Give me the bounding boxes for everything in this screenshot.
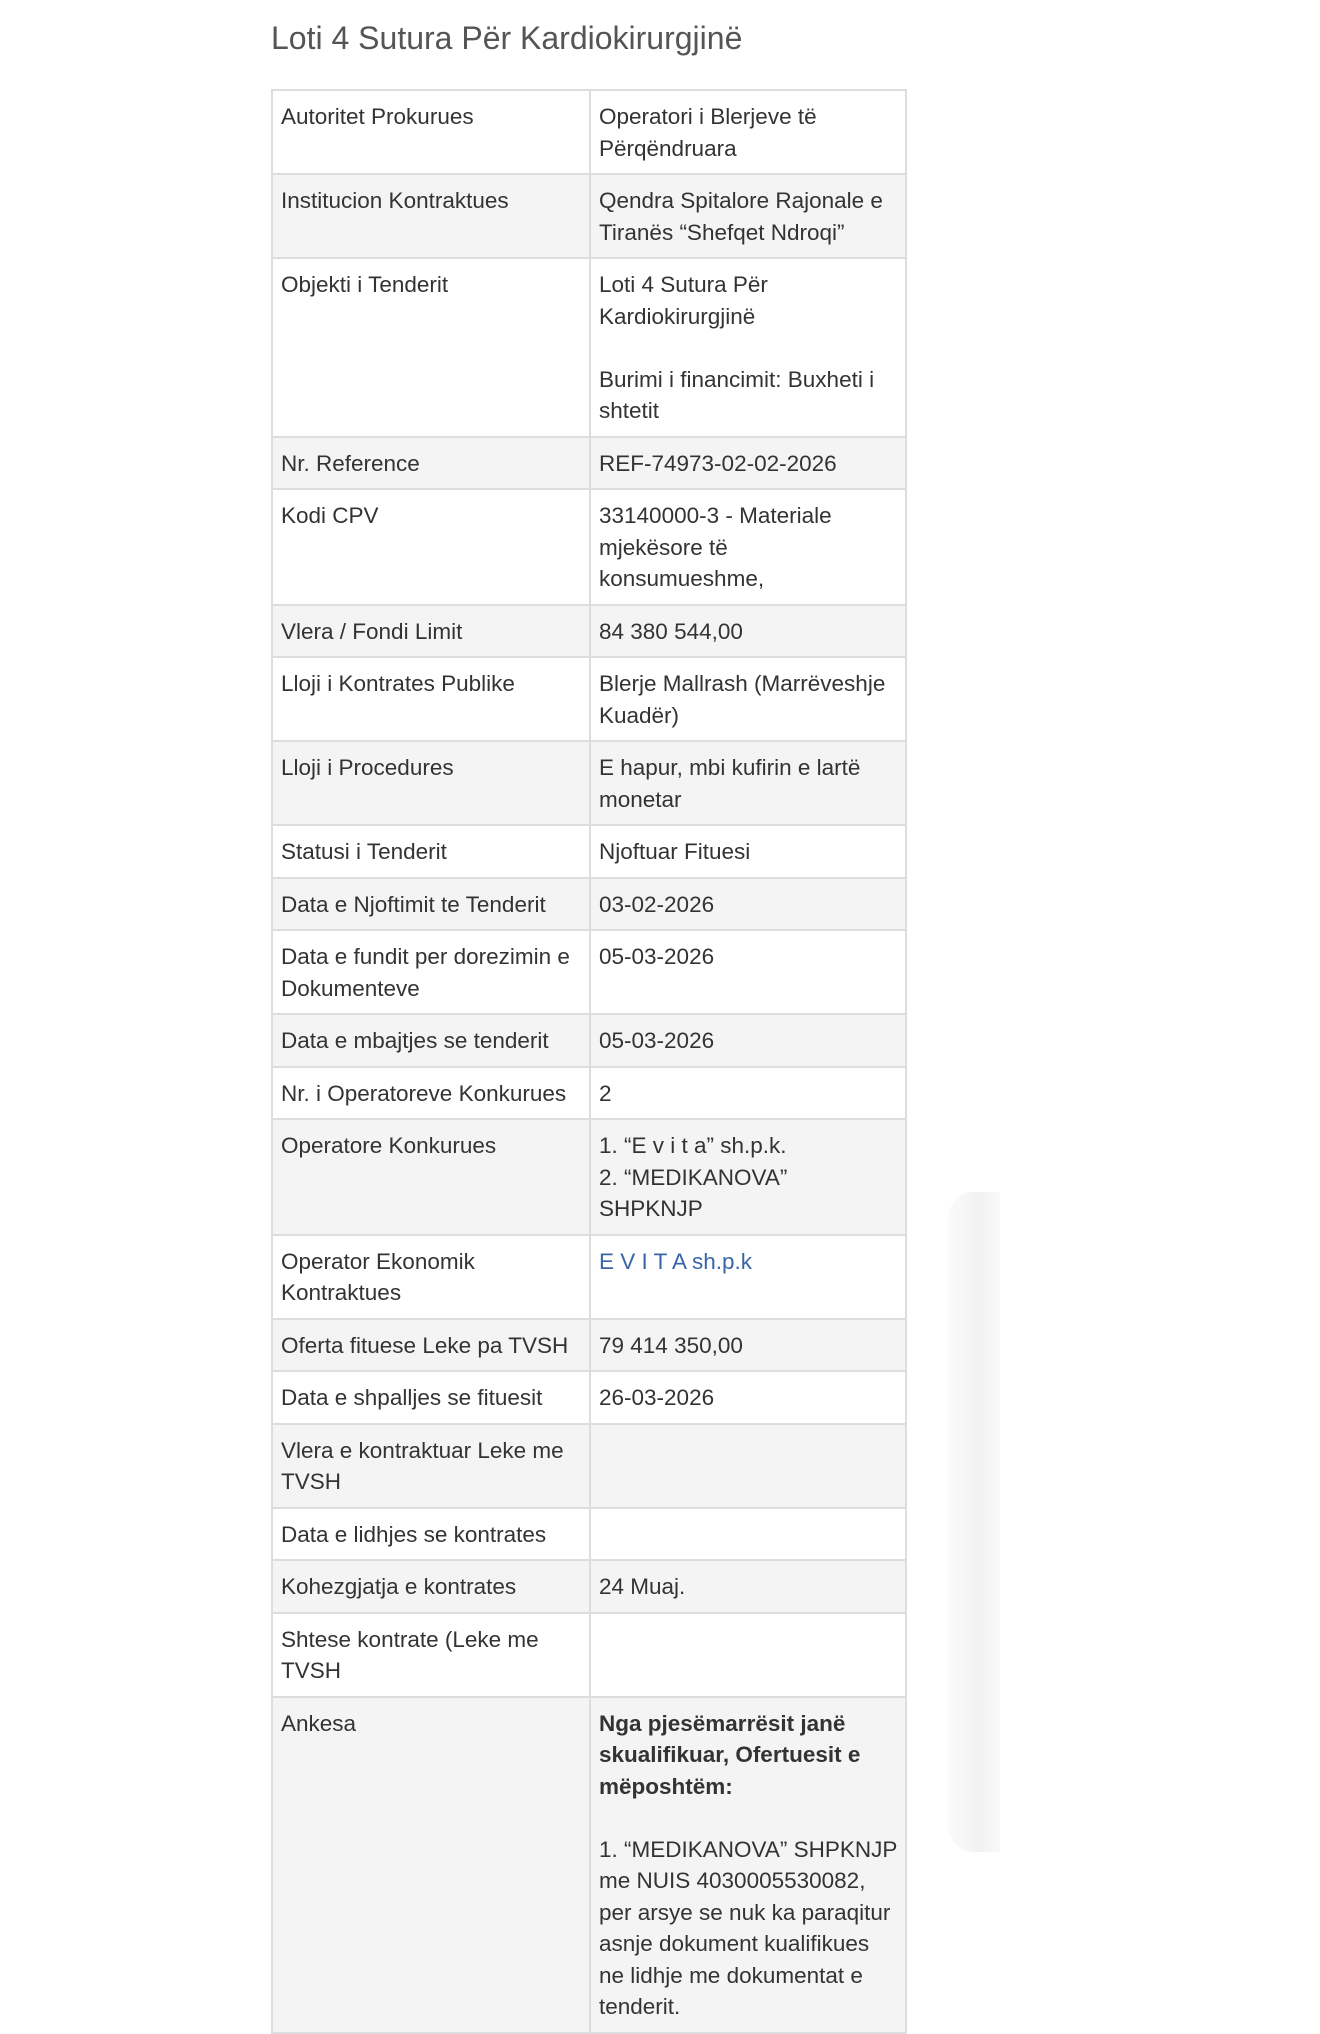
- complaint-heading: Nga pjesëmarrësit janë skualifikuar, Ofertuesit e mëposhtëm:: [599, 1710, 861, 1799]
- row-label: Operatore Konkurues: [272, 1119, 590, 1235]
- table-row: [272, 825, 906, 878]
- row-label: Nr. i Operatoreve Konkurues: [272, 1067, 590, 1120]
- tender-details-table: [271, 89, 907, 2034]
- row-label: Oferta fituese Leke pa TVSH: [272, 1319, 590, 1372]
- row-label: Institucion Kontraktues: [272, 174, 590, 258]
- background-panel: [948, 1192, 1000, 1852]
- table-row: [272, 605, 906, 658]
- table-row: [272, 489, 906, 605]
- row-label: Data e lidhjes se kontrates: [272, 1508, 590, 1561]
- row-label: Data e Njoftimit te Tenderit: [272, 878, 590, 931]
- table-row: [272, 1424, 906, 1508]
- row-value: [590, 1119, 906, 1235]
- row-label: Operator Ekonomik Kontraktues: [272, 1235, 590, 1319]
- row-value: [590, 1235, 906, 1319]
- table-row: [272, 1067, 906, 1120]
- complaint-detail: 1. “MEDIKANOVA” SHPKNJP me NUIS 4030005530082, per arsye se nuk ka paraqitur asnje dokument kualifikues ne lidhje me dokumentat e tenderit.: [599, 1836, 897, 2019]
- table-row: [272, 1613, 906, 1697]
- operator-item: 2. “MEDIKANOVA” SHPKNJP: [599, 1164, 788, 1221]
- row-value: 2: [590, 1067, 906, 1120]
- row-value: [590, 1424, 906, 1508]
- row-label: Kohezgjatja e kontrates: [272, 1560, 590, 1613]
- row-label: Lloji i Procedures: [272, 741, 590, 825]
- table-row: [272, 437, 906, 490]
- row-value: Qendra Spitalore Rajonale e Tiranës “Shefqet Ndroqi”: [590, 174, 906, 258]
- row-value: 79 414 350,00: [590, 1319, 906, 1372]
- row-value: Operatori i Blerjeve të Përqëndruara: [590, 90, 906, 174]
- contractor-link[interactable]: E V I T A sh.p.k: [599, 1248, 753, 1274]
- row-label: Data e shpalljes se fituesit: [272, 1371, 590, 1424]
- row-value: [590, 1613, 906, 1697]
- row-value: 24 Muaj.: [590, 1560, 906, 1613]
- row-value: E hapur, mbi kufirin e lartë monetar: [590, 741, 906, 825]
- tender-object: Loti 4 Sutura Për Kardiokirurgjinë: [599, 272, 768, 329]
- row-label: Statusi i Tenderit: [272, 825, 590, 878]
- row-label: Data e mbajtjes se tenderit: [272, 1014, 590, 1067]
- table-row: [272, 90, 906, 174]
- row-value: 84 380 544,00: [590, 605, 906, 658]
- table-row: [272, 1560, 906, 1613]
- table-row: [272, 657, 906, 741]
- funding-source: Burimi i financimit: Buxheti i shtetit: [599, 366, 875, 423]
- row-label: Kodi CPV: [272, 489, 590, 605]
- row-label: Vlera / Fondi Limit: [272, 605, 590, 658]
- table-row: [272, 1235, 906, 1319]
- row-value: 05-03-2026: [590, 930, 906, 1014]
- row-value: [590, 1697, 906, 2033]
- row-value: 05-03-2026: [590, 1014, 906, 1067]
- row-value: REF-74973-02-02-2026: [590, 437, 906, 490]
- table-row: [272, 878, 906, 931]
- row-label: Ankesa: [272, 1697, 590, 2033]
- table-row: [272, 1371, 906, 1424]
- row-label: Autoritet Prokurues: [272, 90, 590, 174]
- table-row: [272, 1319, 906, 1372]
- table-row: [272, 1014, 906, 1067]
- row-value: 26-03-2026: [590, 1371, 906, 1424]
- row-label: Objekti i Tenderit: [272, 258, 590, 437]
- row-value: 03-02-2026: [590, 878, 906, 931]
- row-label: Nr. Reference: [272, 437, 590, 490]
- table-row: [272, 1508, 906, 1561]
- row-label: Vlera e kontraktuar Leke me TVSH: [272, 1424, 590, 1508]
- table-row: [272, 258, 906, 437]
- operator-item: 1. “E v i t a” sh.p.k.: [599, 1133, 787, 1158]
- row-value: [590, 1508, 906, 1561]
- table-row: [272, 741, 906, 825]
- row-value: Blerje Mallrash (Marrëveshje Kuadër): [590, 657, 906, 741]
- row-value: 33140000-3 - Materiale mjekësore të konsumueshme,: [590, 489, 906, 605]
- table-row: [272, 174, 906, 258]
- table-row: [272, 1119, 906, 1235]
- row-value: Njoftuar Fituesi: [590, 825, 906, 878]
- row-label: Shtese kontrate (Leke me TVSH: [272, 1613, 590, 1697]
- table-row: [272, 1697, 906, 2033]
- row-label: Lloji i Kontrates Publike: [272, 657, 590, 741]
- row-label: Data e fundit per dorezimin e Dokumenteve: [272, 930, 590, 1014]
- row-value: [590, 258, 906, 437]
- table-row: [272, 930, 906, 1014]
- page-title: Loti 4 Sutura Për Kardiokirurgjinë: [271, 20, 743, 56]
